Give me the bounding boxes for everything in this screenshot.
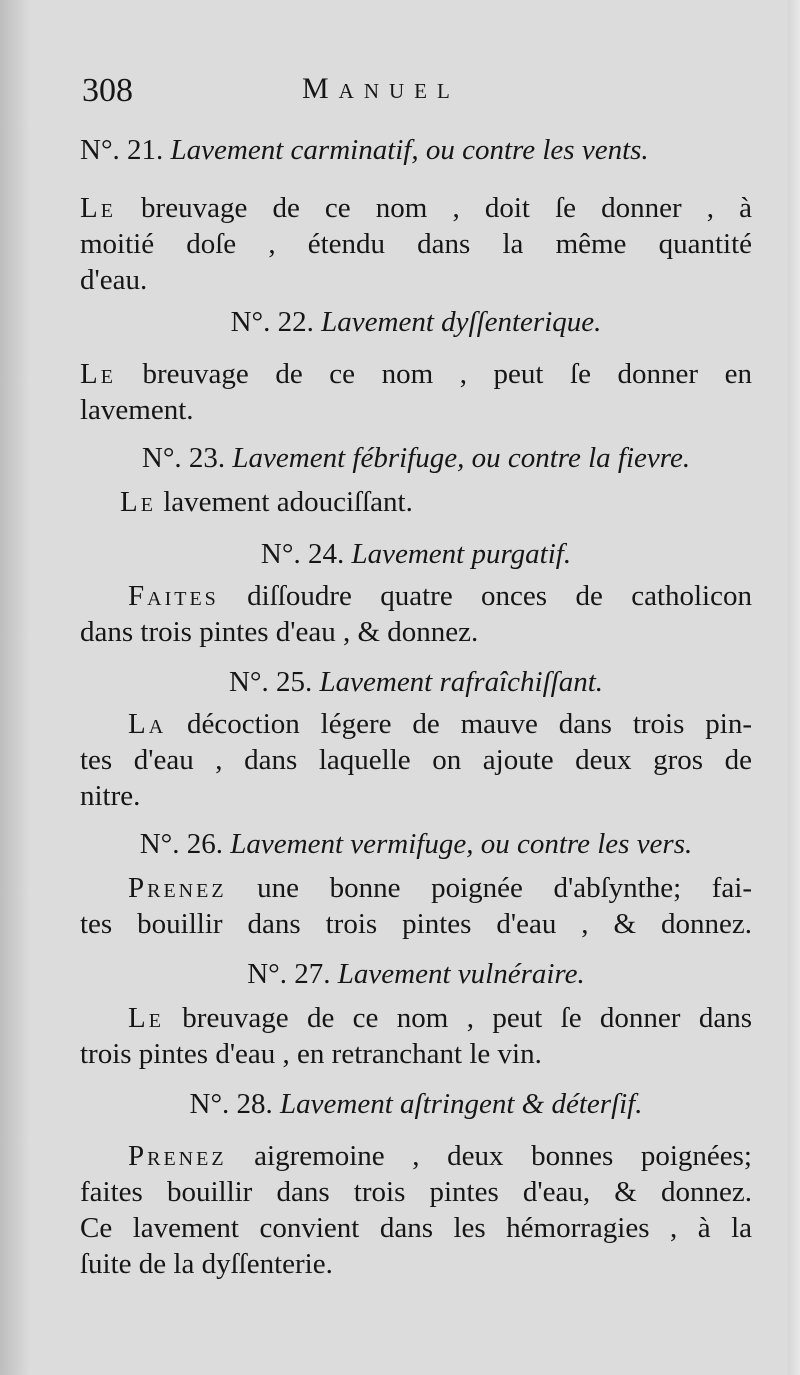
running-title: Manuel [302,72,460,105]
drop-word: Le [80,192,116,224]
entry-number: N°. 23. [141,442,226,474]
entry-number: N°. 26. [139,828,224,860]
line-text: breuvage de ce nom , doit ſe donner , à [115,192,752,224]
text-line [80,190,752,226]
line-text: moitié doſe , étendu dans la même quantité [80,228,752,260]
drop-word: Le [128,1002,164,1034]
entry-heading [80,664,752,700]
page-header [82,72,762,122]
text-line [128,1000,752,1036]
drop-word: Le [120,486,156,518]
page-number: 308 [82,72,133,109]
drop-word: Prenez [128,1140,227,1172]
entry-number: N°. 21. [80,134,164,166]
text-line [80,1210,752,1246]
text-line [80,742,752,778]
line-text: breuvage de ce nom , peut ſe donner dans [163,1002,752,1034]
entry-title: Lavement aſtringent & déterſif. [280,1088,643,1120]
line-text: aigremoine , deux bonnes poignées; [226,1140,752,1172]
line-text: décoction légere de mauve dans trois pin- [166,708,752,740]
text-line [128,870,752,906]
text-line [80,778,752,814]
entry-heading [80,536,752,572]
line-text: diſſoudre quatre onces de catholicon [218,580,752,612]
text-line [80,356,752,392]
text-line [80,1246,752,1282]
line-text: breuvage de ce nom , peut ſe donner en [115,358,752,390]
drop-word: Faites [128,580,219,612]
entry-title: Lavement carminatif, ou contre les vents. [170,134,649,166]
entry-title: Lavement purgatif. [351,538,572,570]
text-line [80,262,752,298]
line-text: faites bouillir dans trois pintes d'eau, & donnez. [80,1176,752,1208]
entry-title: Lavement fébrifuge, ou contre la fievre. [232,442,691,474]
drop-word: Prenez [128,872,227,904]
line-text: trois pintes d'eau , en retranchant le vin. [80,1038,542,1070]
line-text: tes bouillir dans trois pintes d'eau , & donnez. [80,908,752,940]
drop-word: La [128,708,167,740]
text-line [80,614,752,650]
entry-heading [80,1086,752,1122]
line-text: Ce lavement convient dans les hémorragies , à la [80,1212,752,1244]
line-text: une bonne poignée d'abſynthe; fai- [226,872,752,904]
line-text: nitre. [80,780,141,812]
text-line [128,1138,752,1174]
entry-number: N°. 24. [260,538,345,570]
line-text: lavement adouciſſant. [155,486,413,518]
entry-heading [80,440,752,476]
entry-heading [80,826,752,862]
entry-heading [80,956,752,992]
line-text: ſuite de la dyſſenterie. [80,1248,333,1280]
text-line [128,578,752,614]
text-line [80,1036,752,1072]
entry-title: Lavement vermifuge, ou contre les vers. [230,828,693,860]
entry-number: N°. 27. [247,958,331,990]
text-line [120,484,752,520]
gutter-shadow [0,0,30,1375]
line-text: dans trois pintes d'eau , & donnez. [80,616,479,648]
entry-title: Lavement dyſſenterique. [321,306,602,338]
entry-heading [80,304,752,340]
entry-number: N°. 22. [230,306,314,338]
entry-title: Lavement rafraîchiſſant. [319,666,604,698]
drop-word: Le [80,358,116,390]
line-text: d'eau. [80,264,148,296]
page-edge [788,0,800,1375]
text-line [80,1174,752,1210]
text-line [128,706,752,742]
entry-heading [80,132,752,168]
text-line [80,906,752,942]
line-text: lavement. [80,394,194,426]
entry-title: Lavement vulnéraire. [337,958,585,990]
text-line [80,392,752,428]
text-line [80,226,752,262]
entry-number: N°. 28. [189,1088,273,1120]
entry-number: N°. 25. [228,666,313,698]
line-text: tes d'eau , dans laquelle on ajoute deux gros de [80,744,752,776]
